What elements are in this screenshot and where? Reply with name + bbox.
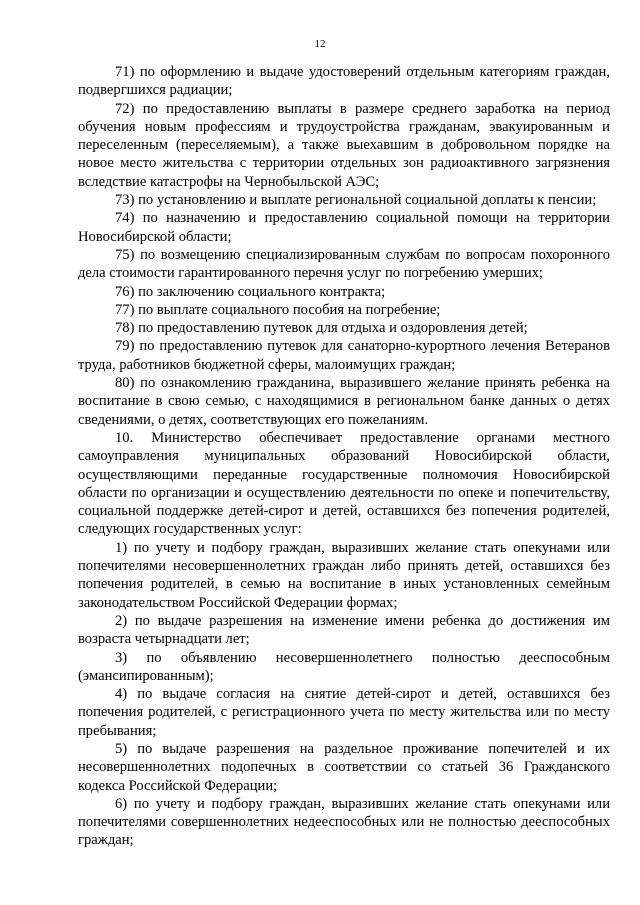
list-item-75: 75) по возмещению специализированным службам по вопросам похоронного дела стоимости гарантированного перечня услуг по погребению умерших; (78, 246, 610, 282)
list-item-73: 73) по установлению и выплате региональной социальной доплаты к пенсии; (115, 192, 597, 209)
list-item-6: 6) по учету и подбору граждан, выразивших желание стать опекунами или попечителями совершеннолетних недееспособных или не полностью дееспособных граждан; (78, 795, 610, 849)
list-item-80: 80) по ознакомлению гражданина, выразившего желание принять ребенка на воспитание в свою семью, с находящимися в региональном банке данных о детях сведениями, о детях, соответствующих его пожеланиям. (78, 375, 610, 428)
list-item-5: 5) по выдаче разрешения на раздельное проживание попечителей и их несовершеннолетних подопечных в соответствии со статьей 36 Гражданского кодекса Российской Федерации; (78, 740, 610, 794)
list-item-78: 78) по предоставлению путевок для отдыха и оздоровления детей; (115, 320, 528, 337)
list-item-77: 77) по выплате социального пособия на погребение; (115, 301, 441, 318)
list-item-72: 72) по предоставлению выплаты в размере среднего заработка на период обучения новым профессиям и трудоустройства гражданам, эвакуированным и переселенным (переселяемым), а также выехавшим в добровольном порядке на новое место жительства с территории отдельных зон радиоактивного загрязнения вследствие катастрофы на Чернобыльской АЭС; (78, 100, 610, 190)
list-item-71: 71) по оформлению и выдаче удостоверений отдельным категориям граждан, подвергшихся радиации; (78, 64, 610, 99)
page-number: 12 (314, 38, 326, 50)
section-10-paragraph: 10. Министерство обеспечивает предоставление органами местного самоуправления муниципальных образований Новосибирской области, осуществляющими переданные государственные полномочия Новосибирской области по организации и осуществлению деятельности по опеке и попечительству, социальной поддержке детей-сирот и детей, оставшихся без попечения родителей, следующих государственных услуг: (78, 429, 610, 538)
list-item-4: 4) по выдаче согласия на снятие детей-сирот и детей, оставшихся без попечения родителей, с регистрационного учета по месту жительства или по месту пребывания; (78, 686, 610, 739)
list-item-76: 76) по заключению социального контракта; (115, 283, 386, 300)
list-item-2: 2) по выдаче разрешения на изменение имени ребенка до достижения им возраста четырнадцати лет; (78, 612, 610, 648)
list-item-3: 3) по объявлению несовершеннолетнего полностью дееспособным (эмансипированным); (78, 649, 610, 684)
list-item-79: 79) по предоставлению путевок для санаторно-курортного лечения Ветеранов труда, работников бюджетной сферы, малоимущих граждан; (78, 338, 610, 373)
list-item-1: 1) по учету и подбору граждан, выразивших желание стать опекунами или попечителями несовершеннолетних граждан либо принять детей, оставшихся без попечения родителей, в семью на воспитание в иных установленных семейным законодательством Российской Федерации формах; (78, 539, 610, 611)
list-item-74: 74) по назначению и предоставлению социальной помощи на территории Новосибирской области; (78, 210, 610, 245)
document-body (78, 63, 610, 850)
